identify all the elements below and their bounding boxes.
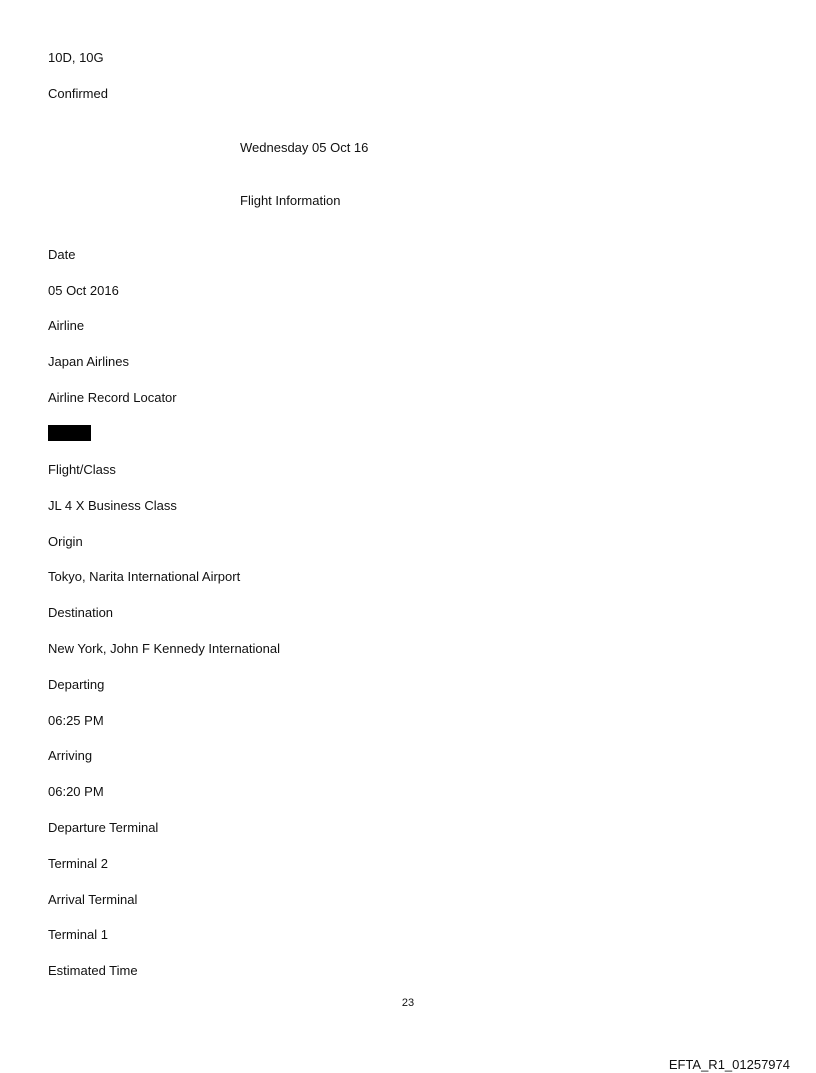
field-label-arriving: Arriving [48, 748, 93, 763]
date-heading: Wednesday 05 Oct 16 [240, 140, 369, 155]
field-label-flight-class: Flight/Class [48, 462, 116, 477]
field-value-date: 05 Oct 2016 [48, 283, 119, 298]
field-value-airline: Japan Airlines [48, 354, 129, 369]
field-label-arrival-terminal: Arrival Terminal [48, 892, 138, 907]
page-number: 23 [401, 997, 415, 1009]
section-heading: Flight Information [240, 193, 341, 208]
field-label-airline: Airline [48, 318, 85, 333]
field-label-estimated-time: Estimated Time [48, 963, 138, 978]
field-label-origin: Origin [48, 534, 83, 549]
booking-status: Confirmed [48, 86, 108, 101]
field-value-arrival-terminal: Terminal 1 [48, 927, 108, 942]
field-value-destination: New York, John F Kennedy International [48, 641, 280, 656]
field-label-record-locator: Airline Record Locator [48, 390, 177, 405]
field-label-departure-terminal: Departure Terminal [48, 820, 159, 835]
field-value-origin: Tokyo, Narita International Airport [48, 569, 241, 584]
field-label-destination: Destination [48, 605, 114, 620]
document-id: EFTA_R1_01257974 [668, 1057, 790, 1072]
seats-text: 10D, 10G [48, 50, 104, 65]
redaction-block [48, 425, 91, 441]
field-label-date: Date [48, 247, 76, 262]
field-value-flight-class: JL 4 X Business Class [48, 498, 177, 513]
field-value-arriving: 06:20 PM [48, 784, 104, 799]
field-value-departure-terminal: Terminal 2 [48, 856, 108, 871]
field-value-departing: 06:25 PM [48, 713, 104, 728]
field-label-departing: Departing [48, 677, 105, 692]
